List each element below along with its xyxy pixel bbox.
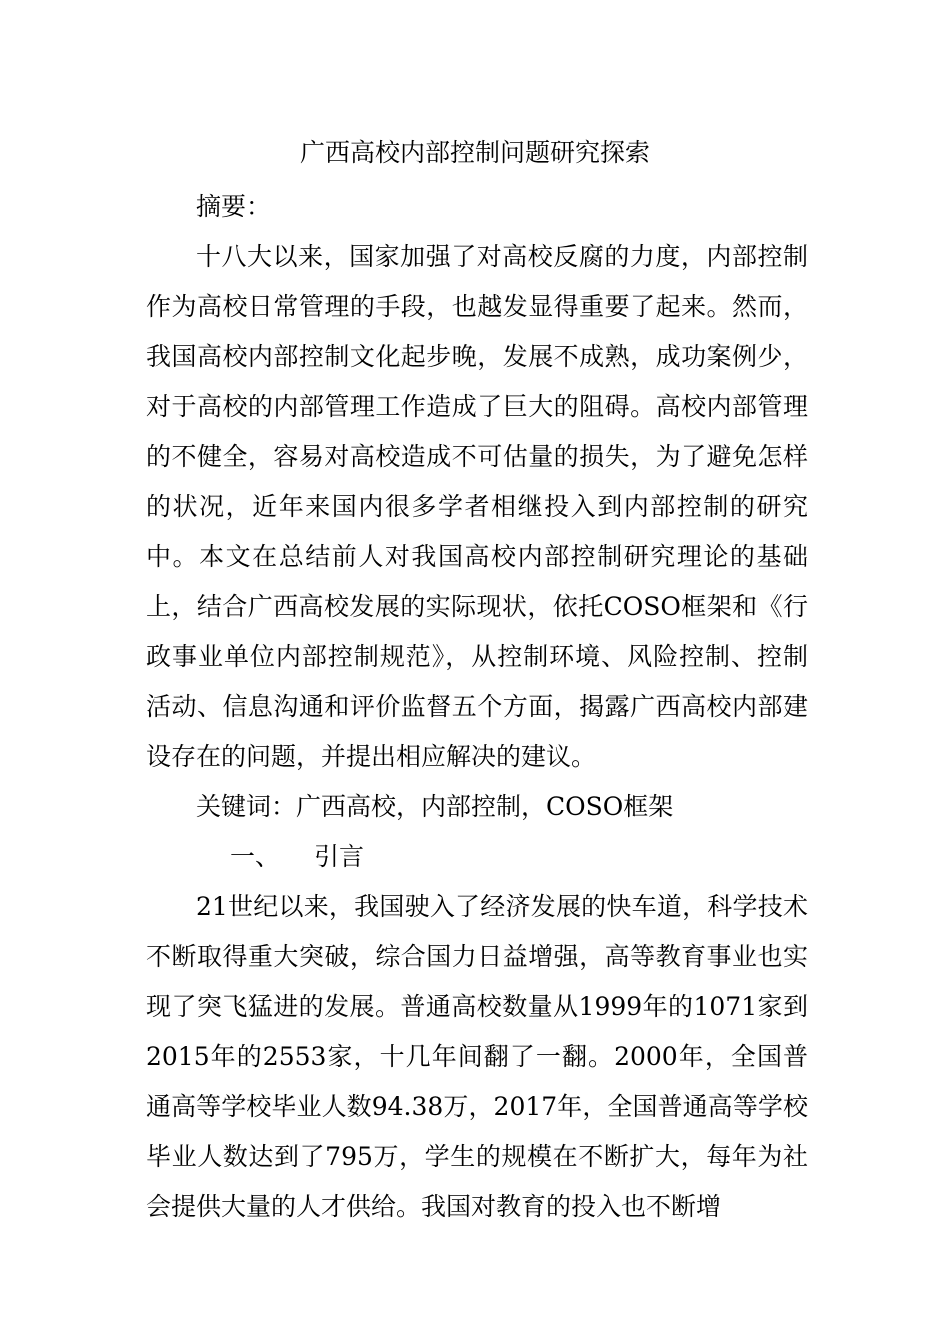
section-number: 一、 <box>230 842 281 871</box>
abstract-paragraph: 十八大以来，国家加强了对高校反腐的力度，内部控制作为高校日常管理的手段，也越发显得重要了起来。然而，我国高校内部控制文化起步晚，发展不成熟，成功案例少，对于高校的内部管理工作造成了巨大的阻碍。高校内部管理的不健全，容易对高校造成不可估量的损失，为了避免怎样的状况，近年来国内很多学者相继投入到内部控制的研究中。本文在总结前人对我国高校内部控制研究理论的基础上，结合广西高校发展的实际现状，依托COSO框架和《行政事业单位内部控制规范》，从控制环境、风险控制、控制活动、信息沟通和评价监督五个方面，揭露广西高校内部建设存在的问题，并提出相应解决的建议。 <box>146 242 808 771</box>
section-heading <box>146 832 808 882</box>
document-body <box>146 182 808 1232</box>
document-title: 广西高校内部控制问题研究探索 <box>299 138 650 167</box>
keywords-line: 关键词：广西高校，内部控制，COSO框架 <box>196 792 674 821</box>
section-title: 引言 <box>314 842 365 871</box>
abstract-label: 摘要： <box>196 192 272 221</box>
intro-paragraph: 21世纪以来，我国驶入了经济发展的快车道，科学技术不断取得重大突破，综合国力日益增强，高等教育事业也实现了突飞猛进的发展。普通高校数量从1999年的1071家到2015年的2553家，十几年间翻了一翻。2000年，全国普通高等学校毕业人数94.38万，2017年，全国普通高等学校毕业人数达到了795万，学生的规模在不断扩大，每年为社会提供大量的人才供给。我国对教育的投入也不断增 <box>146 892 808 1221</box>
